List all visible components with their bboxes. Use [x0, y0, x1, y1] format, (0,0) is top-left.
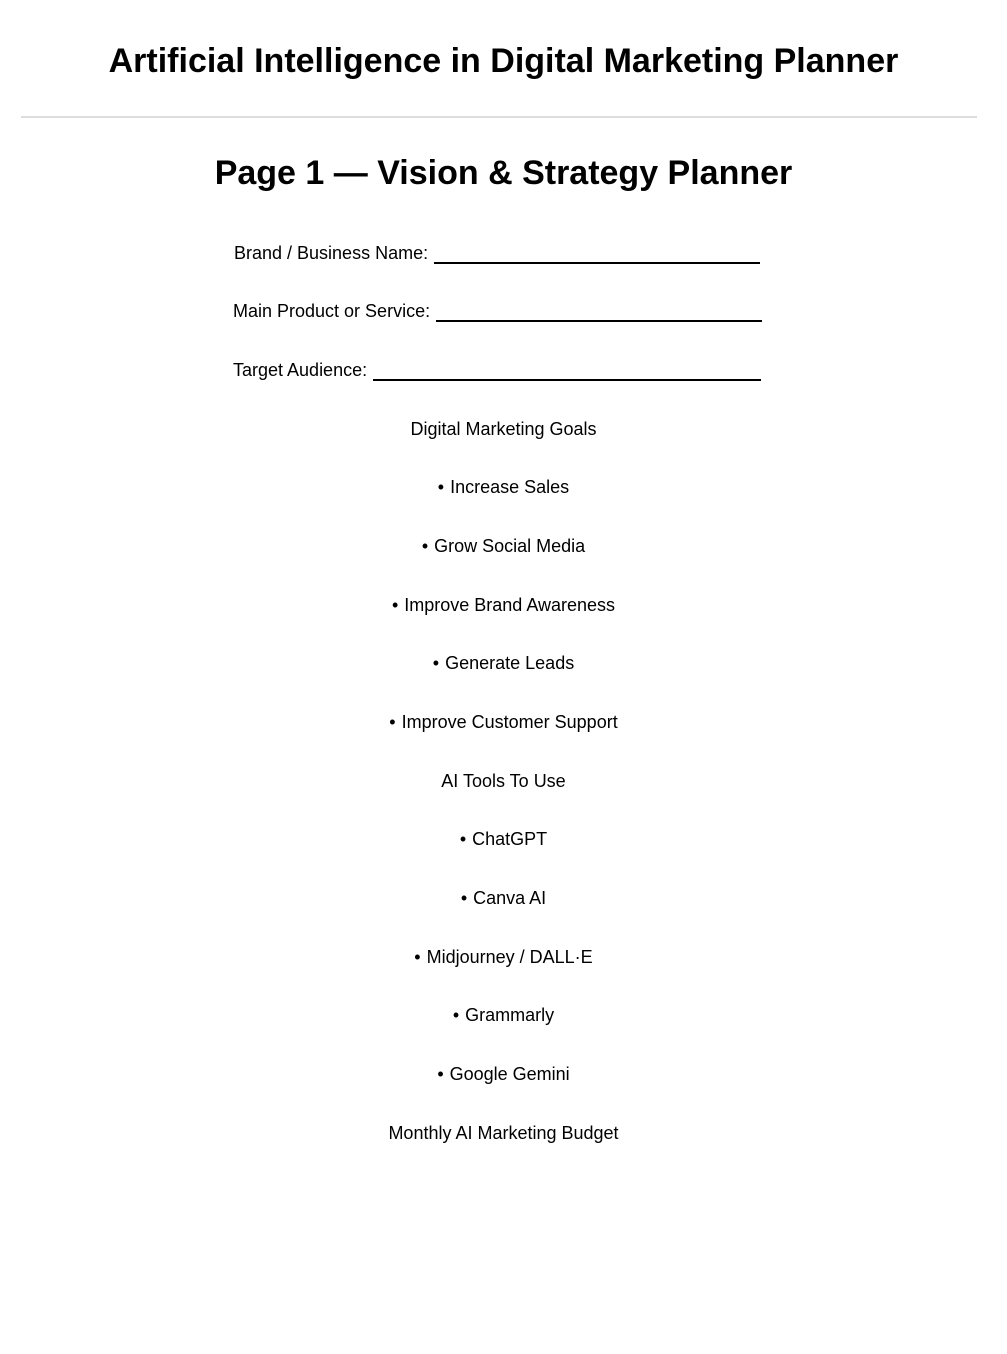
target-audience-blank[interactable] — [373, 361, 761, 381]
bullet-icon: • — [459, 829, 467, 849]
goal-item — [0, 711, 1007, 733]
main-product-blank[interactable] — [436, 302, 762, 322]
main-product-field[interactable] — [233, 300, 762, 322]
target-audience-field[interactable] — [233, 359, 761, 381]
bullet-icon: • — [460, 888, 468, 908]
tool-label: Midjourney / DALL·E — [426, 947, 593, 967]
goal-item — [0, 652, 1007, 674]
tool-label: ChatGPT — [472, 829, 548, 849]
tool-label: Grammarly — [465, 1005, 555, 1025]
tool-label: Google Gemini — [449, 1064, 570, 1084]
tool-item — [0, 887, 1007, 909]
tool-item — [0, 1063, 1007, 1085]
goal-label: Generate Leads — [445, 653, 575, 673]
tools-heading: AI Tools To Use — [441, 771, 566, 791]
goal-label: Grow Social Media — [434, 536, 586, 556]
goal-item — [0, 535, 1007, 557]
bullet-icon: • — [432, 653, 440, 673]
bullet-icon: • — [391, 595, 399, 615]
bullet-icon: • — [437, 1064, 444, 1084]
bullet-icon: • — [437, 477, 445, 497]
document-title: Artificial Intelligence in Digital Marketing Planner — [108, 42, 899, 80]
goals-heading: Digital Marketing Goals — [410, 419, 597, 439]
goal-item — [0, 476, 1007, 498]
page-title: Page 1 — Vision & Strategy Planner — [214, 154, 793, 192]
target-audience-label: Target Audience: — [233, 360, 368, 380]
budget-heading: Monthly AI Marketing Budget — [388, 1123, 619, 1143]
tool-item — [0, 1004, 1007, 1026]
goal-label: Increase Sales — [450, 477, 570, 497]
title-divider — [21, 116, 977, 118]
bullet-icon: • — [389, 712, 396, 732]
goal-label: Improve Brand Awareness — [404, 595, 616, 615]
brand-name-field[interactable] — [234, 242, 760, 264]
goal-item — [0, 594, 1007, 616]
tool-item — [0, 828, 1007, 850]
goal-label: Improve Customer Support — [401, 712, 618, 732]
bullet-icon: • — [421, 536, 429, 556]
main-product-label: Main Product or Service: — [233, 301, 431, 321]
brand-name-blank[interactable] — [434, 244, 760, 264]
brand-name-label: Brand / Business Name: — [234, 243, 429, 263]
tool-label: Canva AI — [473, 888, 547, 908]
tool-item — [0, 946, 1007, 968]
bullet-icon: • — [414, 947, 421, 967]
bullet-icon: • — [452, 1005, 460, 1025]
